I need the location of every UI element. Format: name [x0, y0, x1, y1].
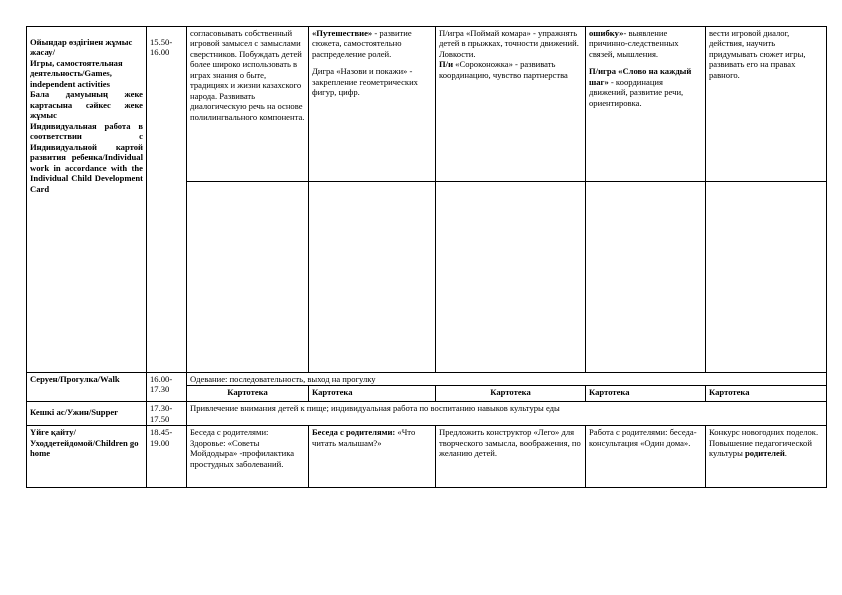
- games-cell-1-text: согласовывать собственный игровой замысел с замыслами сверстников. Побуждать детей более широко использовать в играх знания о быте, традициях и жизни казахского народа. Развивать диалогическую речь на основе полилингвального компонента.: [190, 28, 305, 122]
- walk-label: Серуен/Прогулка/Walk: [30, 374, 120, 384]
- games-label-kz: Ойындар өздігінен жұмыс жасау/: [30, 37, 133, 58]
- games-cell-4: [586, 27, 706, 182]
- games-cell-2-text-2: Дигра «Назови и покажи» - закрепление геометрических фигур, цифр.: [312, 66, 418, 98]
- games-time-cell: [147, 27, 187, 373]
- games-label-kz-2: Бала дамуының жеке картасына сәйкес жеке жұмыс: [30, 89, 143, 121]
- games-empty-2: [309, 182, 436, 373]
- home-cell-5-text-2: .: [784, 448, 787, 459]
- supper-text-cell: [187, 402, 827, 426]
- home-cell-2: [309, 426, 436, 488]
- walk-dressing-text: Одевание: последовательность, выход на прогулку: [190, 374, 376, 384]
- home-cell-5-text: Конкурс новогодних поделок. Повышение педагогической культуры: [709, 427, 819, 459]
- games-cell-2: [309, 27, 436, 182]
- supper-label: Кешкі ас/Ужин/Supper: [30, 407, 118, 418]
- games-cell-4-bold-2: П/игра «Слово на каждый шаг»: [589, 66, 692, 87]
- walk-card-2: Картотека: [309, 386, 436, 402]
- home-cell-4: [586, 426, 706, 488]
- games-cell-4-text-2: - координация движений, развитие речи, ориентировка.: [589, 76, 684, 108]
- games-label-ru-en-2: Индивидуальная работа в соответствии с Индивидуальной картой развития ребенка/Individual work in accordance with the Individual Child Development Card: [30, 120, 143, 194]
- games-cell-2-text: - развитие сюжета, самостоятельно распределение ролей.: [312, 28, 412, 59]
- walk-card-4: Картотека: [586, 386, 706, 402]
- games-cell-2-bold: «Путешествие»: [312, 28, 373, 38]
- home-cell-4-text: Работа с родителями: беседа-консультация «Один дома».: [589, 427, 697, 448]
- games-cell-4-text: - выявление причинно-следственных связей, мышления.: [589, 28, 679, 59]
- home-cell-5-bold: родителей: [745, 448, 785, 459]
- games-cell-3-text-2: «Сороконожка» - развивать координацию, чувство партнерства: [439, 59, 568, 80]
- home-cell-1: [187, 426, 309, 488]
- games-cell-3-bold: П/и: [439, 59, 454, 70]
- games-label-ru-en: Игры, самостоятельная деятельность/Games, independent activities: [30, 57, 123, 89]
- home-time: 18.45-19.00: [150, 427, 173, 448]
- supper-time: 17.30-17.50: [150, 403, 173, 424]
- walk-row: [27, 373, 827, 386]
- games-empty-4: [586, 182, 706, 373]
- walk-card-1: Картотека: [187, 386, 309, 402]
- games-cell-1: [187, 27, 309, 182]
- walk-time-cell: [147, 373, 187, 402]
- walk-dressing-cell: [187, 373, 827, 386]
- home-time-cell: [147, 426, 187, 488]
- walk-card-5: Картотека: [706, 386, 827, 402]
- home-row: [27, 426, 827, 488]
- games-label-cell: [27, 27, 147, 373]
- supper-time-cell: [147, 402, 187, 426]
- home-cell-2-bold: Беседа с родителями:: [312, 427, 396, 438]
- home-cell-3: [436, 426, 586, 488]
- schedule-table: [26, 26, 827, 488]
- games-empty-3: [436, 182, 586, 373]
- supper-row: [27, 402, 827, 426]
- games-cell-3: [436, 27, 586, 182]
- games-cell-5-text: вести игровой диалог, действия, научить придумывать сюжет игры, развивать его на правах равного.: [709, 28, 806, 80]
- home-cell-1-text: Беседа с родителями: Здоровье: «Советы Мойдодыра» -профилактика простудных заболеваний.: [190, 427, 295, 469]
- walk-time: 16.00-17.30: [150, 374, 173, 395]
- home-cell-3-text: Предложить конструктор «Лего» для творческого замысла, воображения, по желанию детей.: [439, 427, 581, 459]
- home-cell-5: [706, 426, 827, 488]
- games-cell-3-text: П/игра «Поймай комара» - упражнять детей в прыжках, точности движений. Ловкости.: [439, 28, 579, 59]
- home-label: Үйге қайту/ Уходдетейдомой/Children go home: [30, 427, 139, 459]
- walk-card-3: Картотека: [436, 386, 586, 402]
- home-label-cell: [27, 426, 147, 488]
- games-cell-4-bold: ошибку»: [589, 28, 624, 38]
- games-empty-5: [706, 182, 827, 373]
- home-cell-2-text: «Что читать малышам?»: [312, 427, 416, 448]
- walk-label-cell: [27, 373, 147, 402]
- supper-text: Привлечение внимания детей к пище; индивидуальная работа по воспитанию навыков культуры еды: [190, 403, 560, 414]
- games-row: [27, 27, 827, 182]
- games-time: 15.50-16.00: [150, 37, 173, 58]
- supper-label-cell: [27, 402, 147, 426]
- games-cell-5: [706, 27, 827, 182]
- games-empty-1: [187, 182, 309, 373]
